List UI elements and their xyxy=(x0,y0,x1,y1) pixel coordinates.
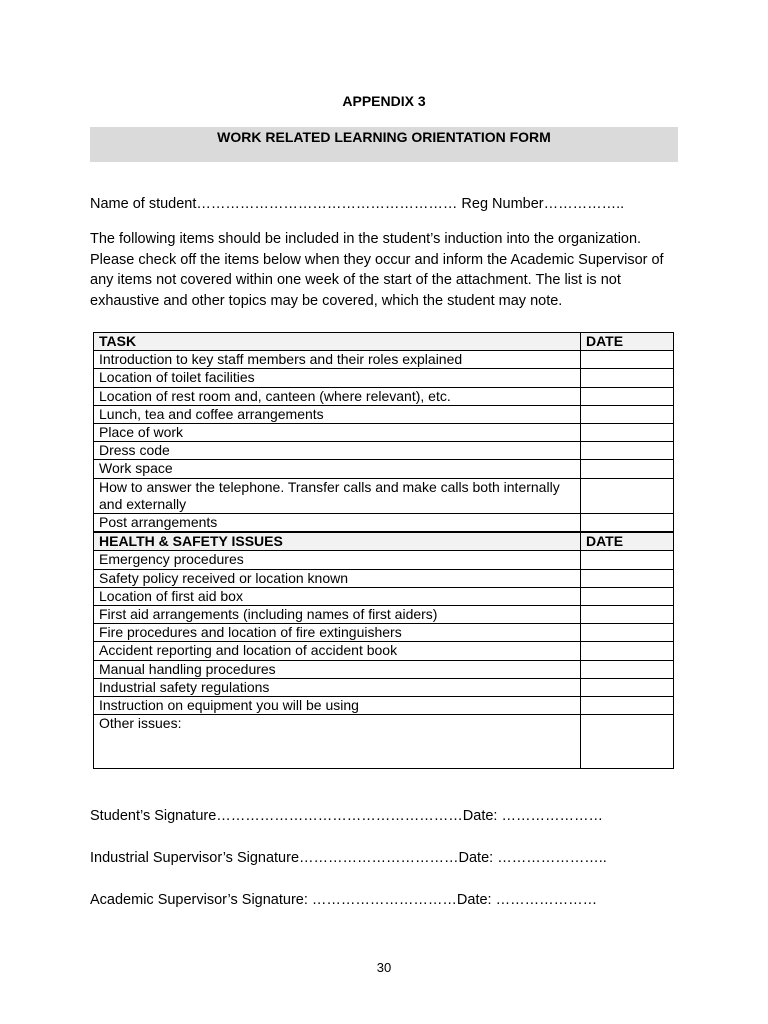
academic-supervisor-signature-line: Academic Supervisor’s Signature: …………………………Date: ………………… xyxy=(90,892,598,908)
student-signature-line: Student’s Signature……………………………………………Date: ………………… xyxy=(90,808,603,824)
date-cell[interactable] xyxy=(581,405,674,423)
table-row xyxy=(94,642,674,660)
table-row xyxy=(94,569,674,587)
page-number: 30 xyxy=(376,960,392,975)
health-safety-header: HEALTH & SAFETY ISSUES xyxy=(94,532,581,551)
table-row xyxy=(94,678,674,696)
form-title-band xyxy=(90,127,678,162)
health-item-cell: Accident reporting and location of accident book xyxy=(94,642,581,660)
task-cell: Location of rest room and, canteen (where relevant), etc. xyxy=(94,387,581,405)
table-row xyxy=(94,697,674,715)
task-cell: Dress code xyxy=(94,442,581,460)
date-cell[interactable] xyxy=(581,678,674,696)
date-cell[interactable] xyxy=(581,660,674,678)
health-item-cell: Instruction on equipment you will be using xyxy=(94,697,581,715)
table-row xyxy=(94,660,674,678)
table-row xyxy=(94,587,674,605)
date-cell[interactable] xyxy=(581,642,674,660)
date-cell[interactable] xyxy=(581,478,674,513)
table-row xyxy=(94,551,674,569)
date-cell[interactable] xyxy=(581,424,674,442)
table-row xyxy=(94,424,674,442)
task-cell: Location of toilet facilities xyxy=(94,369,581,387)
health-item-cell: First aid arrangements (including names of first aiders) xyxy=(94,606,581,624)
date-cell[interactable] xyxy=(581,587,674,605)
date-cell[interactable] xyxy=(581,460,674,478)
date-cell[interactable] xyxy=(581,369,674,387)
date-cell[interactable] xyxy=(581,606,674,624)
health-item-cell: Location of first aid box xyxy=(94,587,581,605)
appendix-heading: APPENDIX 3 xyxy=(342,93,426,109)
task-cell: Lunch, tea and coffee arrangements xyxy=(94,405,581,423)
table-row xyxy=(94,514,674,533)
date-cell[interactable] xyxy=(581,351,674,369)
industrial-supervisor-signature-line: Industrial Supervisor’s Signature……………………………Date: ………………….. xyxy=(90,850,607,866)
table-row xyxy=(94,442,674,460)
date-header: DATE xyxy=(581,333,674,351)
health-item-cell: Industrial safety regulations xyxy=(94,678,581,696)
task-cell: Work space xyxy=(94,460,581,478)
date-cell[interactable] xyxy=(581,514,674,533)
health-item-cell: Safety policy received or location known xyxy=(94,569,581,587)
task-header-row xyxy=(94,333,674,351)
date-cell[interactable] xyxy=(581,551,674,569)
table-row xyxy=(94,405,674,423)
table-row xyxy=(94,369,674,387)
intro-paragraph: The following items should be included in the student’s induction into the organization. Please check off the items below when they occur and inform the Academic Supervisor of any items not covered within one week of the start of the attachment. The list is not exhaustive and other topics may be covered, which the student may note. xyxy=(90,231,664,309)
table-row xyxy=(94,460,674,478)
form-title: WORK RELATED LEARNING ORIENTATION FORM xyxy=(217,129,551,145)
date-cell[interactable] xyxy=(581,569,674,587)
other-issues-cell[interactable]: Other issues: xyxy=(94,715,581,769)
health-item-cell: Emergency procedures xyxy=(94,551,581,569)
health-header-row xyxy=(94,532,674,551)
date-cell[interactable] xyxy=(581,442,674,460)
health-date-header: DATE xyxy=(581,532,674,551)
name-reg-line: Name of student……………………………………………… Reg Number…………….. xyxy=(90,196,625,212)
date-cell[interactable] xyxy=(581,624,674,642)
health-item-cell: Fire procedures and location of fire extinguishers xyxy=(94,624,581,642)
task-cell: Place of work xyxy=(94,424,581,442)
task-cell: Post arrangements xyxy=(94,514,581,533)
table-row xyxy=(94,606,674,624)
other-issues-row xyxy=(94,715,674,769)
health-item-cell: Manual handling procedures xyxy=(94,660,581,678)
table-row xyxy=(94,351,674,369)
date-cell[interactable] xyxy=(581,387,674,405)
date-cell[interactable] xyxy=(581,715,674,769)
date-cell[interactable] xyxy=(581,697,674,715)
task-header: TASK xyxy=(94,333,581,351)
table-row xyxy=(94,624,674,642)
table-row xyxy=(94,478,674,513)
orientation-table xyxy=(93,332,674,769)
table-row xyxy=(94,387,674,405)
task-cell: Introduction to key staff members and their roles explained xyxy=(94,351,581,369)
task-cell: How to answer the telephone. Transfer calls and make calls both internally and externally xyxy=(94,478,581,513)
